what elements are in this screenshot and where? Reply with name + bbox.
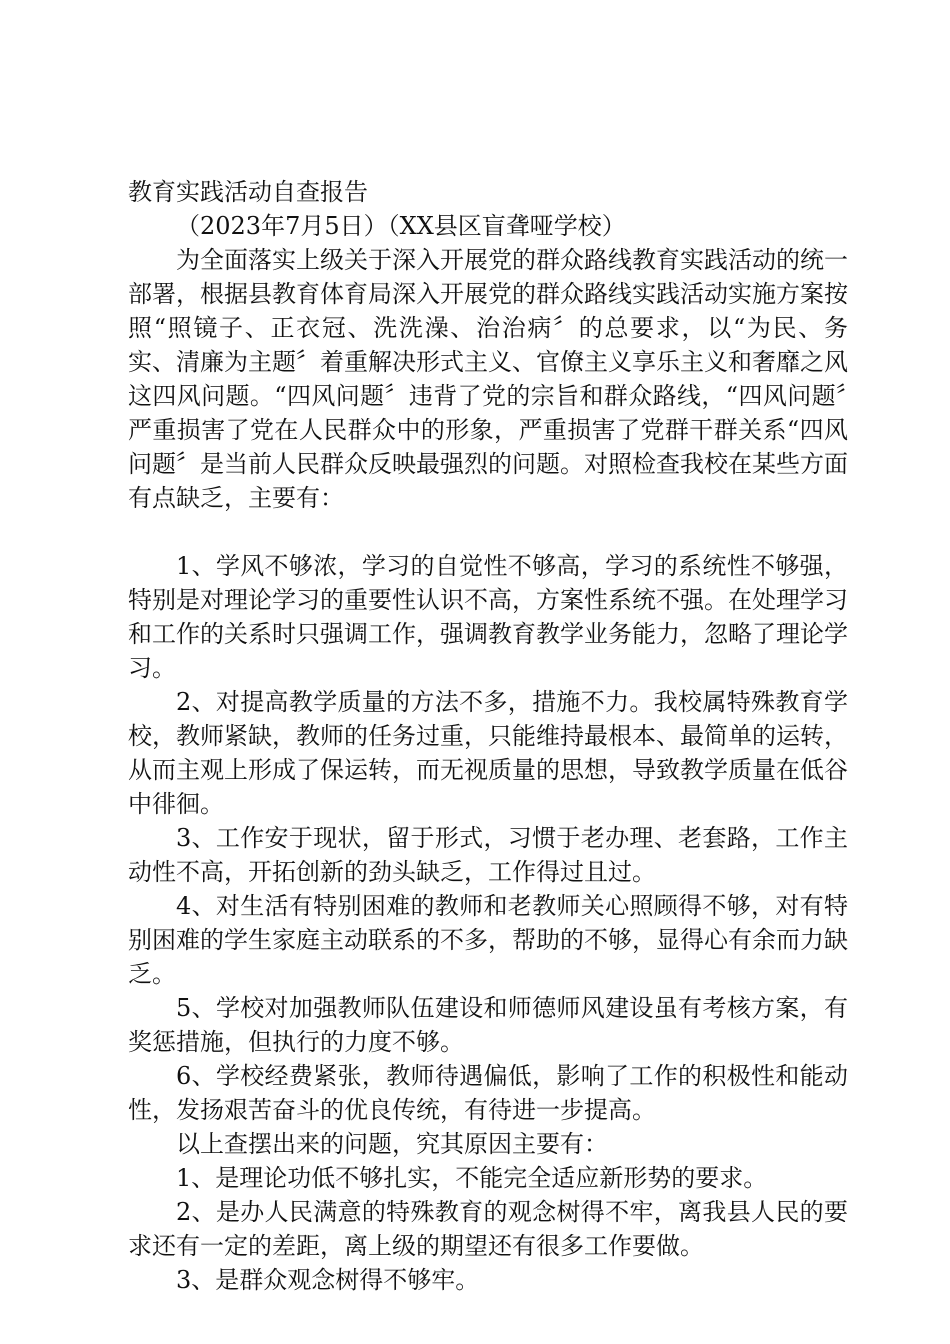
date-line: （2023年7月5日）（XX县区盲聋哑学校）	[176, 212, 626, 240]
intro-paragraph: 为全面落实上级关于深入开展党的群众路线教育实践活动的统一部署，根据县教育体育局深入开展党的群众路线实践活动实施方案按照“照镜子、正衣冠、洗洗澡、治治病〞的总要求，以“为民、务实、清廉为主题〞着重解决形式主义、官僚主义享乐主义和奢靡之风这四风问题。“四风问题〞违背了党的宗旨和群众路线，“四风问题〞严重损害了党在人民群众中的形象，严重损害了党群干群关系“四风问题〞是当前人民群众反映最强烈的问题。对照检查我校在某些方面有点缺乏，主要有：	[128, 246, 848, 512]
paragraph-gap	[128, 515, 848, 549]
cause-item-1: 1、是理论功低不够扎实，不能完全适应新形势的要求。	[176, 1164, 768, 1192]
problem-item-3: 3、工作安于现状，留于形式，习惯于老办理、老套路，工作主动性不高，开拓创新的劲头缺乏，工作得过且过。	[128, 824, 848, 886]
cause-item-2: 2、是办人民满意的特殊教育的观念树得不牢，离我县人民的要求还有一定的差距，离上级的期望还有很多工作要做。	[128, 1198, 848, 1260]
causes-intro: 以上查摆出来的问题，究其原因主要有：	[176, 1130, 608, 1158]
cause-item-3: 3、是群众观念树得不够牢。	[176, 1266, 480, 1294]
problem-item-5: 5、学校对加强教师队伍建设和师德师风建设虽有考核方案，有奖惩措施，但执行的力度不够。	[128, 994, 848, 1056]
document-title: 教育实践活动自查报告	[128, 178, 368, 206]
problem-item-4: 4、对生活有特别困难的教师和老教师关心照顾得不够，对有特别困难的学生家庭主动联系的不多，帮助的不够，显得心有余而力缺乏。	[128, 892, 848, 988]
document-body	[128, 175, 848, 1297]
problem-item-2: 2、对提高教学质量的方法不多，措施不力。我校属特殊教育学校，教师紧缺，教师的任务过重，只能维持最根本、最简单的运转，从而主观上形成了保运转，而无视质量的思想，导致教学质量在低谷中徘徊。	[128, 688, 848, 818]
problem-item-1: 1、学风不够浓，学习的自觉性不够高，学习的系统性不够强，特别是对理论学习的重要性认识不高，方案性系统不强。在处理学习和工作的关系时只强调工作，强调教育教学业务能力，忽略了理论学习。	[128, 552, 848, 682]
problem-item-6: 6、学校经费紧张，教师待遇偏低，影响了工作的积极性和能动性，发扬艰苦奋斗的优良传统，有待进一步提高。	[128, 1062, 848, 1124]
